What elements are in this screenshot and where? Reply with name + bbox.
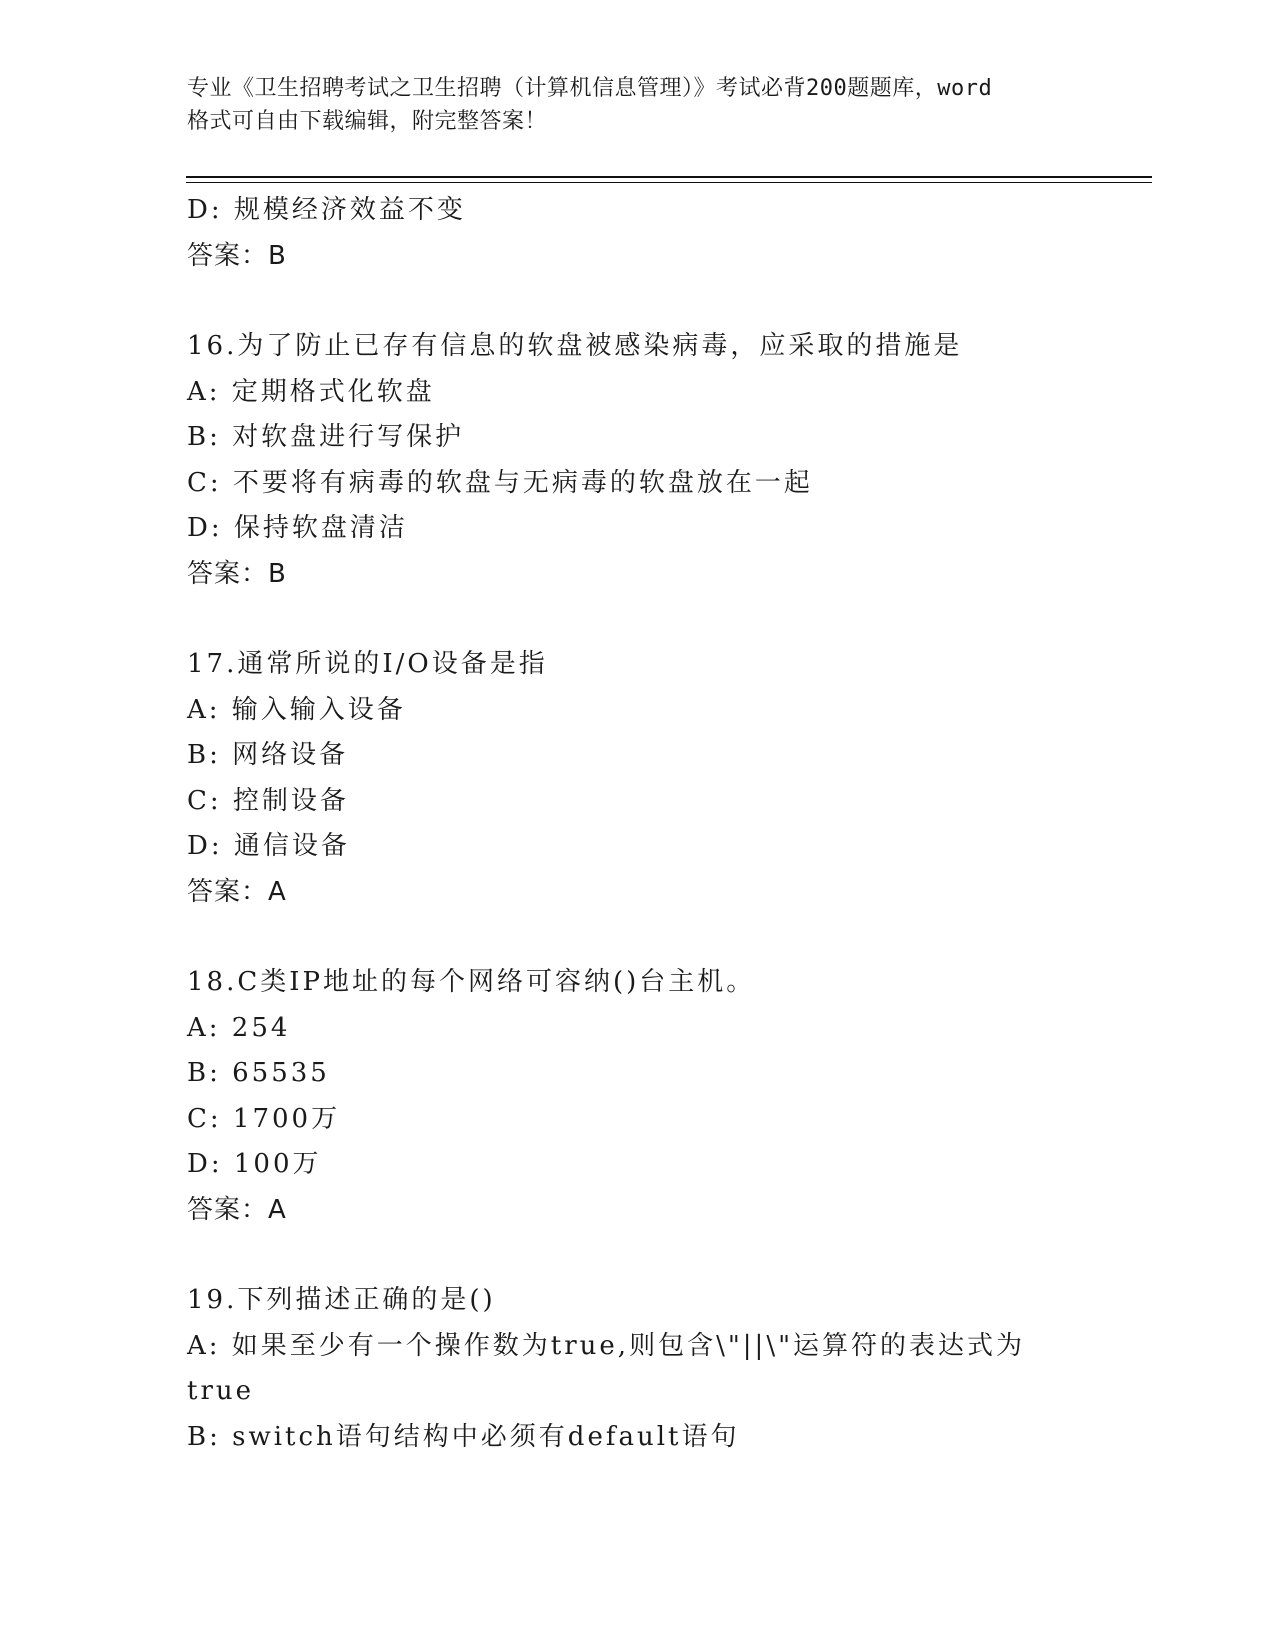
spacer xyxy=(187,915,1147,960)
spacer xyxy=(187,1233,1147,1278)
question-19 xyxy=(187,1278,1147,1460)
question-list xyxy=(187,188,1147,1460)
option-c: C: 控制设备 xyxy=(187,785,349,816)
answer-line: 答案：A xyxy=(187,1194,287,1225)
question-text: 19.下列描述正确的是() xyxy=(187,1285,496,1315)
option-b: B: 网络设备 xyxy=(187,740,349,770)
question-17 xyxy=(187,642,1147,915)
option-a: A: 定期格式化软盘 xyxy=(187,376,435,407)
question-16 xyxy=(187,324,1147,597)
answer-line: 答案：B xyxy=(187,558,287,589)
header-line-1: 专业《卫生招聘考试之卫生招聘（计算机信息管理）》考试必背200题题库，word xyxy=(187,76,993,101)
answer-line: 答案：A xyxy=(187,876,287,907)
document-header xyxy=(187,72,1087,138)
option-a-continuation: true xyxy=(187,1376,255,1406)
option-d: D: 100万 xyxy=(187,1149,322,1179)
question-text: 18.C类IP地址的每个网络可容纳()台主机。 xyxy=(187,967,756,997)
option-b: B: 65535 xyxy=(187,1058,330,1088)
option-c: C: 1700万 xyxy=(187,1103,341,1134)
option-d: D: 规模经济效益不变 xyxy=(187,195,466,225)
question-text: 17.通常所说的I/O设备是指 xyxy=(187,649,548,679)
header-divider-thick xyxy=(186,176,1152,178)
option-d: D: 保持软盘清洁 xyxy=(187,513,408,543)
header-line-2: 格式可自由下载编辑，附完整答案！ xyxy=(187,109,548,134)
header-divider-thin xyxy=(186,182,1152,183)
question-18 xyxy=(187,960,1147,1233)
spacer xyxy=(187,279,1147,324)
question-text: 16.为了防止已存有信息的软盘被感染病毒，应采取的措施是 xyxy=(187,331,963,361)
option-a: A: 254 xyxy=(187,1012,291,1043)
spacer xyxy=(187,597,1147,642)
option-a: A: 如果至少有一个操作数为true,则包含\"||\"运算符的表达式为 xyxy=(187,1330,1026,1361)
option-b: B: switch语句结构中必须有default语句 xyxy=(187,1421,740,1452)
option-d: D: 通信设备 xyxy=(187,831,350,861)
option-a: A: 输入输入设备 xyxy=(187,694,406,725)
option-b: B: 对软盘进行写保护 xyxy=(187,422,465,452)
answer-line: 答案：B xyxy=(187,240,287,271)
option-c: C: 不要将有病毒的软盘与无病毒的软盘放在一起 xyxy=(187,467,813,498)
